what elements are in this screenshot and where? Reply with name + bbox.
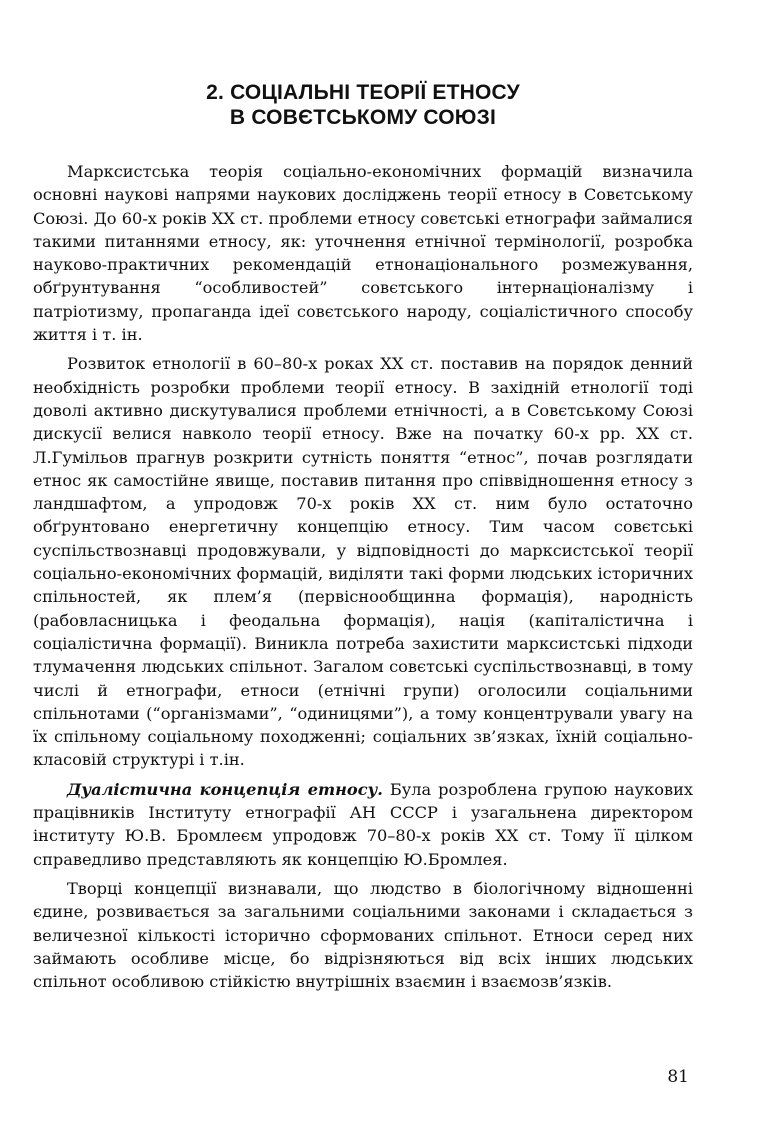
dualistic-concept-heading: Дуалістична концепція етносу. bbox=[67, 779, 383, 799]
section-title bbox=[33, 80, 693, 130]
paragraph-3-text: Була розроблена групою наукових працівників Інституту етнографії АН СССР і узагальнена директором інституту Ю.В. Бромлеєм упродовж 70–80-х років XX ст. Тому її цілком справедливо представляють як концепцію Ю.Бромлея. bbox=[33, 779, 693, 869]
paragraph-4: Творці концепції визнавали, що людство в біологічному відношенні єдине, розвивається за загальними соціальними законами і складається з величезної кількості історично сформованих спільнот. Етноси серед них займають особливе місце, бо відрізняються від всіх інших людських спільнот особливою стійкістю внутрішніх взаємин і взаємозв’язків. bbox=[33, 878, 693, 992]
section-title-line-1: 2. СОЦІАЛЬНІ ТЕОРІЇ ЕТНОСУ bbox=[206, 81, 520, 104]
section-title-line-2: В СОВЄТСЬКОМУ СОЮЗІ bbox=[229, 106, 497, 129]
paragraph-2: Розвиток етнології в 60–80-х роках XX ст. поставив на порядок денний необхідність розробки проблеми теорії етносу. В західній етнології тоді доволі активно дискутувалися проблеми етнічності, а в Совєтському Союзі дискусії велися навколо теорії етносу. Вже на початку 60-х рр. XX ст. Л.Гумільов прагнув розкрити сутність поняття “етнос”, почав розглядати етнос як самостійне явище, поставив питання про співвідношення етносу з ландшафтом, а упродовж 70-х років XX ст. ним було остаточно обґрунтовано енергетичну концепцію етносу. Тим часом совєтські суспільствознавці продовжували, у відповідності до марксистської теорії соціально-економічних формацій, виділяти такі форми людських історичних спільностей, як плем’я (первіснообщинна формація), народність (рабовласницька і феодальна формація), нація (капіталістична і соціалістична формації). Виникла потреба захистити марксистські підходи тлумачення людських спільнот. Загалом совєтські суспільствознавці, в тому числі й етнографи, етноси (етнічні групи) оголосили соціальними спільнотами (“організмами”, “одиницями”), а тому концентрували увагу на їх спільному соціальному походженні; соціальних зв’язках, їхній соціально-класовій структурі і т.ін. bbox=[33, 354, 693, 770]
page-number: 81 bbox=[667, 1067, 689, 1087]
paragraph-1: Марксистська теорія соціально-економічних формацій визначила основні наукові напрями наукових досліджень теорії етносу в Совєтському Союзі. До 60-х років XX ст. проблеми етносу совєтські етнографи займалися такими питаннями етносу, як: уточнення етнічної термінології, розробка науково-практичних рекомендацій етнонаціонального розмежування, обґрунтування “особливостей” совєтського інтернаціоналізму і патріотизму, пропаганда ідеї совєтського народу, соціалістичного способу життя і т. ін. bbox=[33, 162, 693, 345]
paragraph-3 bbox=[33, 778, 693, 871]
